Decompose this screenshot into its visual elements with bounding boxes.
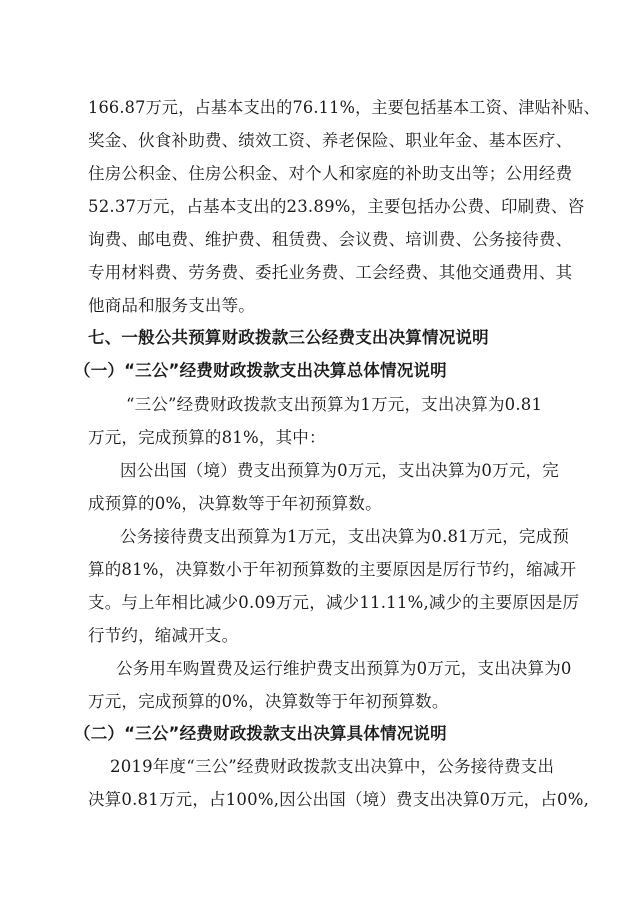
subsection-heading: （二）“三公”经费财政拨款支出决算具体情况说明 [74,724,447,743]
text-line: 万元，完成预算的81%，其中： [88,428,326,447]
text-line: 决算0.81万元，占100%,因公出国（境）费支出决算0万元，占0%, [88,790,590,809]
text-line: 因公出国（境）费支出预算为0万元，支出决算为0万元，完 [120,461,559,480]
subsection-heading: （一）“三公”经费财政拨款支出决算总体情况说明 [74,361,447,380]
text-line: 住房公积金、住房公积金、对个人和家庭的补助支出等；公用经费 [88,164,573,183]
text-line: 询费、邮电费、维护费、租赁费、会议费、培训费、公务接待费、 [88,230,573,249]
text-line: 算的81%，决算数小于年初预算数的主要原因是厉行节约，缩减开 [88,560,577,579]
text-line: 奖金、伙食补助费、绩效工资、养老保险、职业年金、基本医疗、 [88,131,573,150]
text-line: 成预算的0%，决算数等于年初预算数。 [88,494,382,513]
section-heading: 七、一般公共预算财政拨款三公经费支出决算情况说明 [88,328,489,347]
text-line: 公务用车购置费及运行维护费支出预算为0万元，支出决算为0 [116,659,572,678]
text-line: “三公”经费财政拨款支出预算为1万元，支出决算为0.81 [126,395,543,414]
text-line: 万元，完成预算的0%，决算数等于年初预算数。 [88,692,449,711]
text-line: 专用材料费、劳务费、委托业务费、工会经费、其他交通费用、其 [88,263,573,282]
text-line: 166.87万元，占基本支出的76.11%，主要包括基本工资、津贴补贴、 [88,98,600,117]
text-line: 行节约，缩减开支。 [88,626,239,645]
text-line: 支。与上年相比减少0.09万元，减少11.11%,减少的主要原因是厉 [88,593,580,612]
text-line: 52.37万元，占基本支出的23.89%，主要包括办公费、印刷费、咨 [88,197,585,216]
text-line: 他商品和服务支出等。 [88,296,255,315]
text-line: 公务接待费支出预算为1万元，支出决算为0.81万元，完成预 [120,527,570,546]
text-line: 2019年度“三公”经费财政拨款支出决算中，公务接待费支出 [110,757,555,776]
